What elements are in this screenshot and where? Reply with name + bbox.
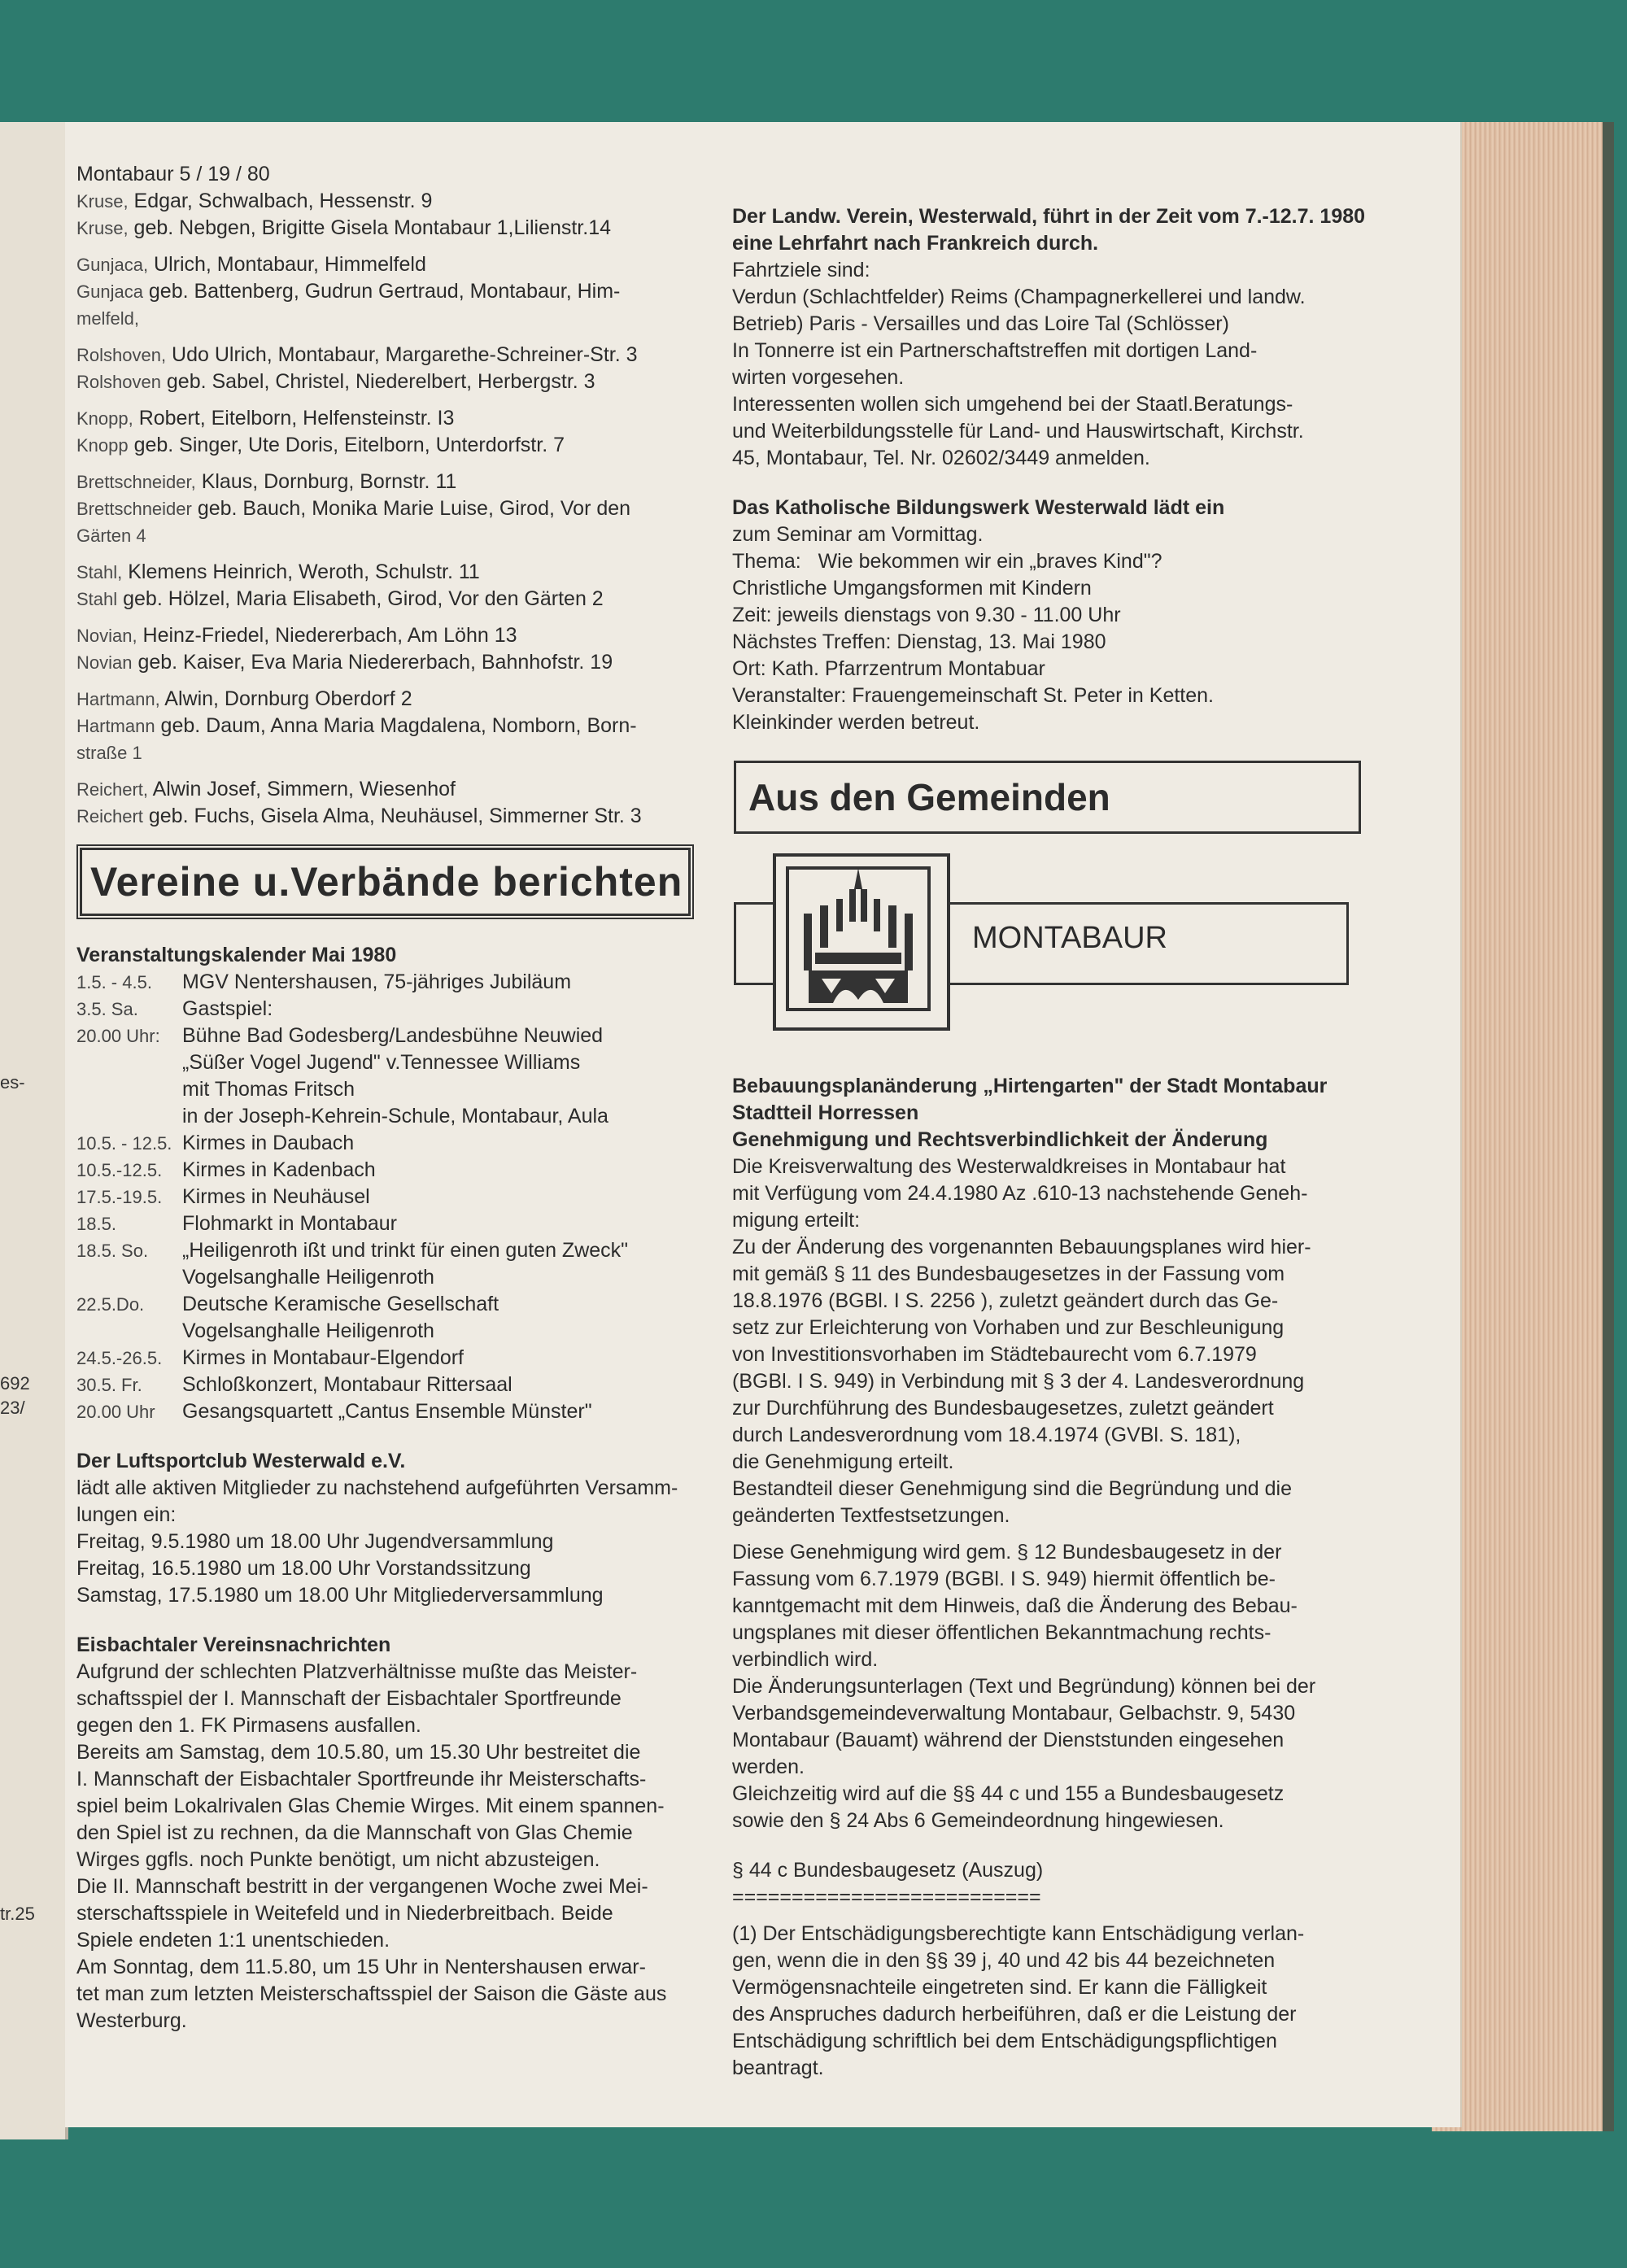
text-line: Am Sonntag, dem 11.5.80, um 15 Uhr in Nentershausen erwar- <box>76 1956 646 1978</box>
right-column <box>732 203 1448 2082</box>
spacer <box>76 830 727 840</box>
text-line: verbindlich wird. <box>732 1648 879 1671</box>
text-line: Ort: Kath. Pfarrzentrum Montabuar <box>732 657 1045 680</box>
registry-details: geb. Bauch, Monika Marie Luise, Girod, Vor den <box>197 497 631 520</box>
text-line: Freitag, 9.5.1980 um 18.00 Uhr Jugendversammlung <box>76 1530 554 1553</box>
text-line: sterschaftsspiele in Weitefeld und in Niederbreitbach. Beide <box>76 1902 613 1925</box>
registry-line <box>76 622 727 649</box>
registry-line <box>76 469 727 495</box>
registry-surname: Hartmann, <box>76 689 160 709</box>
calendar-entry <box>76 1210 727 1237</box>
registry-surname: Reichert, <box>76 779 149 800</box>
text-line: Die Änderungsunterlagen (Text und Begründung) können bei der <box>732 1675 1316 1698</box>
text-line: mit Verfügung vom 24.4.1980 Az .610-13 nachstehende Geneh- <box>732 1182 1308 1205</box>
calendar-event: Bühne Bad Godesberg/Landesbühne Neuwied <box>182 1024 604 1047</box>
text-line: zur Durchführung des Bundesbaugesetzes, zuletzt geändert <box>732 1397 1274 1420</box>
text-line: migung erteilt: <box>732 1209 861 1232</box>
calendar-date: 18.5. <box>76 1214 116 1234</box>
calendar-entry <box>76 1076 727 1103</box>
registry-line <box>76 559 727 586</box>
calendar-event: „Süßer Vogel Jugend" v.Tennessee Williams <box>182 1051 581 1074</box>
calendar-date: 18.5. So. <box>76 1241 149 1261</box>
spacer <box>76 613 727 622</box>
registry-line <box>76 803 727 830</box>
spacer <box>76 549 727 559</box>
calendar-date <box>76 1103 182 1130</box>
calendar-event: „Heiligenroth ißt und trinkt für einen guten Zweck" <box>182 1239 629 1262</box>
registry-surname: Novian <box>76 652 133 673</box>
landw-text <box>732 257 1448 472</box>
calendar-date <box>76 1049 182 1076</box>
calendar-event: Gastspiel: <box>182 997 273 1020</box>
registry-surname: melfeld, <box>76 308 140 329</box>
text-line: Spiele endeten 1:1 unentschieden. <box>76 1929 390 1952</box>
text-line: Bestandteil dieser Genehmigung sind die Begründung und die <box>732 1477 1292 1500</box>
calendar-event: Kirmes in Kadenbach <box>182 1158 376 1181</box>
registry-line <box>76 586 727 613</box>
left-page-fragment: 692 <box>0 1373 30 1394</box>
eisbach-title: Eisbachtaler Vereinsnachrichten <box>76 1633 391 1656</box>
registry-line <box>76 686 727 713</box>
text-line: werden. <box>732 1756 805 1778</box>
kath-text <box>732 521 1448 736</box>
calendar-event: in der Joseph-Kehrein-Schule, Montabaur, Aula <box>182 1105 608 1127</box>
registry-details: geb. Hölzel, Maria Elisabeth, Girod, Vor den Gärten 2 <box>123 587 604 610</box>
text-line: wirten vorgesehen. <box>732 366 905 389</box>
calendar-date <box>76 1318 182 1345</box>
left-page-fragment: es- <box>0 1072 25 1093</box>
registry-surname: Knopp, <box>76 408 133 429</box>
calendar-date: 24.5.-26.5. <box>76 1348 163 1368</box>
text-line: Samstag, 17.5.1980 um 18.00 Uhr Mitgliederversammlung <box>76 1584 604 1607</box>
registry-line <box>76 369 727 395</box>
registry-line <box>76 405 727 432</box>
text-line: Freitag, 16.5.1980 um 18.00 Uhr Vorstandssitzung <box>76 1557 531 1580</box>
registry-details: Ulrich, Montabaur, Himmelfeld <box>154 253 426 276</box>
registry-details: Heinz-Friedel, Niedererbach, Am Löhn 13 <box>142 624 517 647</box>
calendar-entry <box>76 996 727 1023</box>
landw-title: Der Landw. Verein, Westerwald, führt in der Zeit vom 7.-12.7. 1980 eine Lehrfahrt nach Frankreich durch. <box>732 205 1366 255</box>
left-column <box>76 161 727 2035</box>
left-page-fragment: 23/ <box>0 1398 25 1418</box>
text-line: Nächstes Treffen: Dienstag, 13. Mai 1980 <box>732 630 1106 653</box>
calendar-event: mit Thomas Fritsch <box>182 1078 355 1101</box>
text-line: Veranstalter: Frauengemeinschaft St. Peter in Ketten. <box>732 684 1214 707</box>
section-heading-gemeinden: Aus den Gemeinden <box>734 761 1361 834</box>
spacer <box>76 242 727 251</box>
calendar-entry <box>76 1130 727 1157</box>
registry-surname: Brettschneider <box>76 499 192 519</box>
registry-details: Klaus, Dornburg, Bornstr. 11 <box>201 470 457 493</box>
registry-line <box>76 305 727 332</box>
calendar-entry <box>76 1398 727 1425</box>
luftsport-title: Der Luftsportclub Westerwald e.V. <box>76 1450 406 1472</box>
spacer <box>76 459 727 469</box>
spacer <box>76 766 727 776</box>
calendar-event: Gesangsquartett „Cantus Ensemble Münster" <box>182 1400 592 1423</box>
bebauung-text <box>732 1154 1448 1529</box>
registry-details: geb. Kaiser, Eva Maria Niedererbach, Bahnhofstr. 19 <box>137 651 613 674</box>
registry-line <box>76 251 727 278</box>
text-line: Aufgrund der schlechten Platzverhältnisse mußte das Meister- <box>76 1660 638 1683</box>
calendar-date: 1.5. - 4.5. <box>76 972 152 992</box>
montabaur-banner <box>732 853 1448 1032</box>
registry-line <box>76 278 727 305</box>
registry-details: Robert, Eitelborn, Helfensteinstr. I3 <box>138 407 455 430</box>
registry-details: geb. Sabel, Christel, Niederelbert, Herbergstr. 3 <box>166 370 595 393</box>
registry-surname: Gunjaca, <box>76 255 149 275</box>
text-line: und Weiterbildungsstelle für Land- und Hauswirtschaft, Kirchstr. <box>732 420 1304 443</box>
text-line: mit gemäß § 11 des Bundesbaugesetzes in der Fassung vom <box>732 1263 1285 1285</box>
calendar-date <box>76 1264 182 1291</box>
text-line: Verdun (Schlachtfelder) Reims (Champagnerkellerei und landw. <box>732 286 1306 308</box>
calendar-entry <box>76 1049 727 1076</box>
calendar-entry <box>76 1103 727 1130</box>
registry-line <box>76 713 727 739</box>
registry-surname: Hartmann <box>76 716 155 736</box>
registry-details: Alwin Josef, Simmern, Wiesenhof <box>152 778 456 800</box>
registry-surname: Kruse, <box>76 218 129 238</box>
calendar-date: 20.00 Uhr <box>76 1402 155 1422</box>
calendar-entry <box>76 969 727 996</box>
montabaur-crest <box>773 853 950 1031</box>
text-line: Fassung vom 6.7.1979 (BGBl. I S. 949) hiermit öffentlich be- <box>732 1568 1276 1590</box>
spacer <box>76 676 727 686</box>
calendar-event: Vogelsanghalle Heiligenroth <box>182 1266 434 1289</box>
calendar-entry <box>76 1264 727 1291</box>
text-line: Entschädigung schriftlich bei dem Entschädigungspflichtigen <box>732 2030 1277 2052</box>
registry-surname: Rolshoven, <box>76 345 167 365</box>
text-line: spiel beim Lokalrivalen Glas Chemie Wirges. Mit einem spannen- <box>76 1795 665 1817</box>
registry-details: geb. Singer, Ute Doris, Eitelborn, Unterdorfstr. 7 <box>133 434 565 456</box>
text-line: den Spiel ist zu rechnen, da die Mannschaft von Glas Chemie <box>76 1821 633 1844</box>
calendar-event: Kirmes in Daubach <box>182 1132 355 1154</box>
registry-surname: Brettschneider, <box>76 472 196 492</box>
registry-list <box>76 161 727 840</box>
calendar-entry <box>76 1023 727 1049</box>
calendar-date: 30.5. Fr. <box>76 1375 142 1395</box>
eisbach-text <box>76 1659 727 2035</box>
calendar-date: 3.5. Sa. <box>76 999 138 1019</box>
text-line: geänderten Textfestsetzungen. <box>732 1504 1010 1527</box>
registry-line <box>76 215 727 242</box>
text-line: Bereits am Samstag, dem 10.5.80, um 15.30 Uhr bestreitet die <box>76 1741 641 1764</box>
registry-surname: Rolshoven <box>76 372 161 392</box>
text-line: Zu der Änderung des vorgenannten Bebauungsplanes wird hier- <box>732 1236 1311 1258</box>
spacer <box>76 332 727 342</box>
text-line: Westerburg. <box>76 2009 187 2032</box>
registry-details: Edgar, Schwalbach, Hessenstr. 9 <box>133 190 433 212</box>
registry-details: geb. Battenberg, Gudrun Gertraud, Montabaur, Him- <box>148 280 621 303</box>
adjacent-page-edge <box>0 122 68 2139</box>
calendar-date: 10.5.-12.5. <box>76 1160 163 1180</box>
registry-header: Montabaur 5 / 19 / 80 <box>76 163 270 185</box>
text-line: kanntgemacht mit dem Hinweis, daß die Änderung des Bebau- <box>732 1594 1298 1617</box>
text-line: Vermögensnachteile eingetreten sind. Er kann die Fälligkeit <box>732 1976 1267 1999</box>
left-page-fragment: tr.25 <box>0 1904 35 1924</box>
calendar-entry <box>76 1291 727 1318</box>
bebauung-title <box>732 1073 1448 1154</box>
calendar-title: Veranstaltungskalender Mai 1980 <box>76 944 397 966</box>
text-line: gen, wenn die in den §§ 39 j, 40 und 42 bis 44 bezeichneten <box>732 1949 1276 1972</box>
calendar-entry <box>76 1157 727 1184</box>
text-line: Die II. Mannschaft bestritt in der vergangenen Woche zwei Mei- <box>76 1875 648 1898</box>
registry-line <box>76 342 727 369</box>
calendar-event: Deutsche Keramische Gesellschaft <box>182 1293 499 1315</box>
registry-line <box>76 432 727 459</box>
text-line: lungen ein: <box>76 1503 177 1526</box>
registry-surname: Stahl <box>76 589 118 609</box>
text-line: Betrieb) Paris - Versailles und das Loire Tal (Schlösser) <box>732 312 1229 335</box>
calendar-event: Kirmes in Neuhäusel <box>182 1185 370 1208</box>
title-line: Stadtteil Horressen <box>732 1101 919 1124</box>
calendar-date <box>76 1076 182 1103</box>
calendar-entry <box>76 1372 727 1398</box>
crest-emblem-icon <box>776 857 940 1021</box>
calendar-date: 22.5.Do. <box>76 1294 145 1315</box>
text-line: 45, Montabaur, Tel. Nr. 02602/3449 anmelden. <box>732 447 1150 469</box>
calendar-entry <box>76 1318 727 1345</box>
text-line: sowie den § 24 Abs 6 Gemeindeordnung hingewiesen. <box>732 1809 1224 1832</box>
text-line: In Tonnerre ist ein Partnerschaftstreffen mit dortigen Land- <box>732 339 1258 362</box>
calendar-date: 10.5. - 12.5. <box>76 1133 172 1154</box>
separator-line: ========================== <box>732 1886 1041 1908</box>
calendar-date: 17.5.-19.5. <box>76 1187 163 1207</box>
text-line: Montabaur (Bauamt) während der Dienststunden eingesehen <box>732 1729 1285 1751</box>
text-line: von Investitionsvorhaben im Städtebaurecht vom 6.7.1979 <box>732 1343 1257 1366</box>
registry-details: geb. Fuchs, Gisela Alma, Neuhäusel, Simmerner Str. 3 <box>148 805 642 827</box>
event-calendar <box>76 969 727 1425</box>
text-line: Interessenten wollen sich umgehend bei der Staatl.Beratungs- <box>732 393 1293 416</box>
text-line: Verbandsgemeindeverwaltung Montabaur, Gelbachstr. 9, 5430 <box>732 1702 1296 1725</box>
text-line: Diese Genehmigung wird gem. § 12 Bundesbaugesetz in der <box>732 1541 1282 1564</box>
calendar-entry <box>76 1237 727 1264</box>
registry-surname: straße 1 <box>76 743 142 763</box>
registry-surname: Novian, <box>76 626 137 646</box>
spacer <box>76 395 727 405</box>
registry-details: Klemens Heinrich, Weroth, Schulstr. 11 <box>128 560 480 583</box>
calendar-entry <box>76 1184 727 1210</box>
calendar-event: Vogelsanghalle Heiligenroth <box>182 1319 434 1342</box>
luftsport-text <box>76 1475 727 1609</box>
registry-details: geb. Daum, Anna Maria Magdalena, Nomborn, Born- <box>160 714 637 737</box>
registry-surname: Reichert <box>76 806 143 827</box>
calendar-event: Schloßkonzert, Montabaur Rittersaal <box>182 1373 513 1396</box>
text-line: Christliche Umgangsformen mit Kindern <box>732 577 1092 600</box>
text-line: Fahrtziele sind: <box>732 259 870 281</box>
registry-line <box>76 649 727 676</box>
montabaur-label: MONTABAUR <box>972 921 1167 955</box>
text-line: durch Landesverordnung vom 18.4.1974 (GVBl. S. 181), <box>732 1424 1241 1446</box>
title-line: Genehmigung und Rechtsverbindlichkeit der Änderung <box>732 1128 1268 1151</box>
text-line: tet man zum letzten Meisterschaftsspiel der Saison die Gäste aus <box>76 1982 667 2005</box>
registry-details: Alwin, Dornburg Oberdorf 2 <box>164 687 412 710</box>
text-line: (1) Der Entschädigungsberechtigte kann Entschädigung verlan- <box>732 1922 1305 1945</box>
registry-line <box>76 522 727 549</box>
registry-surname: Gunjaca <box>76 281 143 302</box>
paragraph-text <box>732 1921 1448 2082</box>
text-line: 18.8.1976 (BGBl. I S. 2256 ), zuletzt geändert durch das Ge- <box>732 1289 1279 1312</box>
calendar-date: 20.00 Uhr: <box>76 1026 160 1046</box>
text-line: Thema: Wie bekommen wir ein „braves Kind"? <box>732 550 1162 573</box>
calendar-event: Flohmarkt in Montabaur <box>182 1212 398 1235</box>
text-line: Gleichzeitig wird auf die §§ 44 c und 155 a Bundesbaugesetz <box>732 1782 1285 1805</box>
document-page <box>65 122 1460 2127</box>
registry-details: Udo Ulrich, Montabaur, Margarethe-Schreiner-Str. 3 <box>172 343 638 366</box>
text-line: zum Seminar am Vormittag. <box>732 523 984 546</box>
text-line: setz zur Erleichterung von Vorhaben und zur Beschleunigung <box>732 1316 1285 1339</box>
registry-line <box>76 739 727 766</box>
registry-line <box>76 776 727 803</box>
registry-line <box>76 495 727 522</box>
section-heading-vereine: Vereine u.Verbände berichten <box>80 848 691 916</box>
calendar-event: MGV Nentershausen, 75-jähriges Jubiläum <box>182 970 572 993</box>
text-line: beantragt. <box>732 2056 824 2079</box>
text-line: Die Kreisverwaltung des Westerwaldkreises in Montabaur hat <box>732 1155 1286 1178</box>
text-line: gegen den 1. FK Pirmasens ausfallen. <box>76 1714 421 1737</box>
registry-surname: Stahl, <box>76 562 123 582</box>
text-line: (BGBl. I S. 949) in Verbindung mit § 3 der 4. Landesverordnung <box>732 1370 1305 1393</box>
registry-details: geb. Nebgen, Brigitte Gisela Montabaur 1,Lilienstr.14 <box>133 216 612 239</box>
calendar-event: Kirmes in Montabaur-Elgendorf <box>182 1346 464 1369</box>
paragraph-title: § 44 c Bundesbaugesetz (Auszug) <box>732 1859 1044 1882</box>
text-line: lädt alle aktiven Mitglieder zu nachstehend aufgeführten Versamm- <box>76 1476 678 1499</box>
kath-title: Das Katholische Bildungswerk Westerwald lädt ein <box>732 496 1225 519</box>
text-line: ungsplanes mit dieser öffentlichen Bekanntmachung rechts- <box>732 1621 1272 1644</box>
bekanntmachung-text <box>732 1539 1448 1834</box>
text-line: Kleinkinder werden betreut. <box>732 711 980 734</box>
registry-surname: Kruse, <box>76 191 129 212</box>
text-line: schaftsspiel der I. Mannschaft der Eisbachtaler Sportfreunde <box>76 1687 622 1710</box>
title-line: Bebauungsplanänderung „Hirtengarten" der Stadt Montabaur <box>732 1075 1328 1097</box>
text-line: des Anspruches dadurch herbeiführen, daß er die Leistung der <box>732 2003 1297 2026</box>
registry-surname: Knopp <box>76 435 129 456</box>
text-line: Zeit: jeweils dienstags von 9.30 - 11.00 Uhr <box>732 604 1121 626</box>
text-line: Wirges ggfls. noch Punkte benötigt, um nicht abzusteigen. <box>76 1848 600 1871</box>
text-line: I. Mannschaft der Eisbachtaler Sportfreunde ihr Meisterschafts- <box>76 1768 647 1790</box>
registry-line <box>76 188 727 215</box>
calendar-entry <box>76 1345 727 1372</box>
text-line: die Genehmigung erteilt. <box>732 1450 954 1473</box>
registry-surname: Gärten 4 <box>76 526 146 546</box>
